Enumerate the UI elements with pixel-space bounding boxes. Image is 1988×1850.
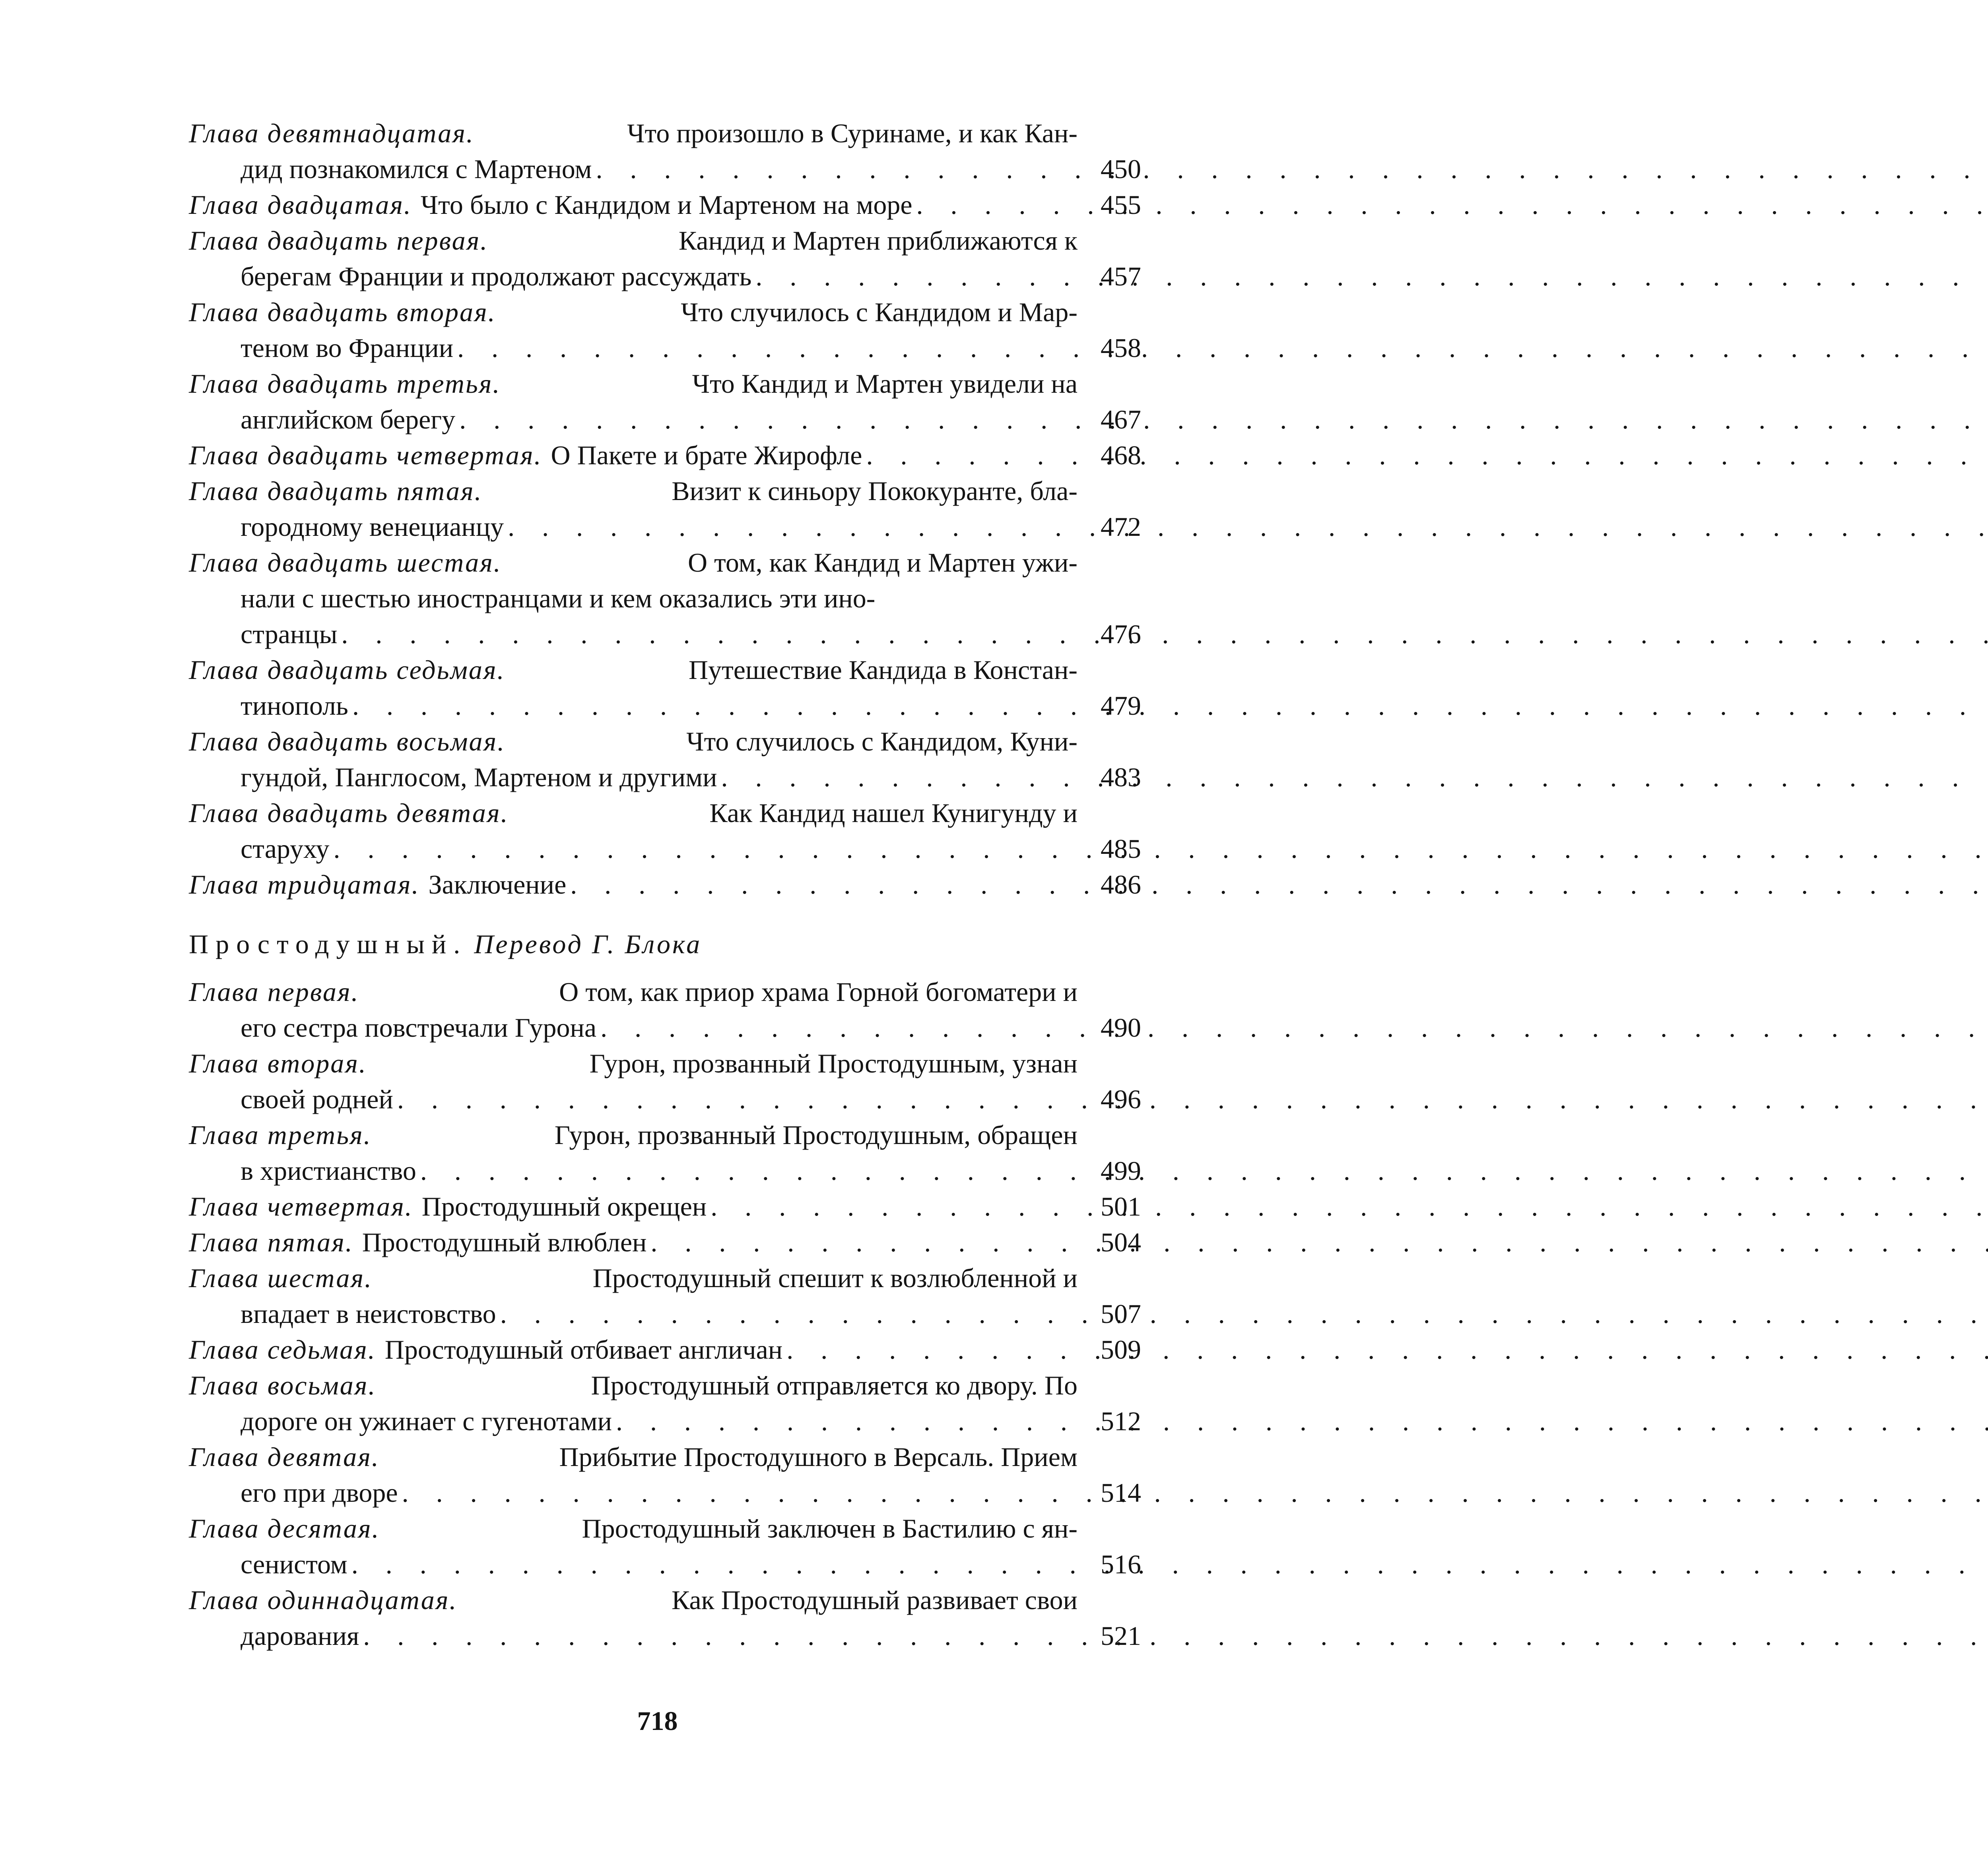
chapter-label: Глава первая. — [189, 977, 359, 1007]
chapter-title-text: Простодушный спешит к возлюбленной и — [592, 1263, 1077, 1293]
dot-leader — [363, 1618, 1074, 1654]
chapter-title-text: своей родней — [241, 1084, 393, 1114]
dot-leader — [570, 867, 1074, 902]
page-ref: 485 — [1101, 834, 1141, 864]
toc-entry — [189, 867, 1141, 902]
toc-part-candide — [189, 115, 1141, 902]
chapter-title-text: дид познакомился с Мартеном — [241, 154, 592, 184]
toc-entry — [189, 1260, 1141, 1332]
page-ref: 450 — [1101, 154, 1141, 184]
chapter-title-text: английском берегу — [241, 404, 456, 434]
chapter-label: Глава шестая. — [189, 1263, 373, 1293]
chapter-label: Глава девятнадцатая. — [189, 118, 474, 148]
chapter-label: Глава двадцать пятая. — [189, 476, 483, 506]
dot-leader — [600, 1010, 1074, 1045]
toc-entry-line — [189, 652, 1141, 688]
toc-entry — [189, 545, 1141, 652]
chapter-title-text: Кандид и Мартен приближаются к — [678, 225, 1077, 256]
toc-entry-line — [189, 473, 1141, 509]
chapter-label: Глава тридцатая. — [189, 869, 420, 900]
page-ref: 479 — [1101, 690, 1141, 721]
toc-entry — [189, 795, 1141, 867]
toc-entry — [189, 473, 1141, 545]
toc-entry-line — [189, 688, 1141, 723]
chapter-label: Глава восьмая. — [189, 1370, 377, 1400]
toc-entry-line — [189, 974, 1141, 1010]
dot-leader — [351, 1546, 1074, 1582]
toc-entry-line — [189, 723, 1141, 759]
chapter-label: Глава двадцать восьмая. — [189, 726, 506, 756]
toc-entry-line — [189, 1296, 1141, 1332]
toc-entry-line — [189, 867, 1141, 902]
page-ref: 516 — [1101, 1549, 1141, 1579]
toc-entry-line — [189, 1618, 1141, 1654]
section-heading — [189, 926, 1141, 962]
dot-leader — [397, 1081, 1074, 1117]
toc-entry-line — [189, 1189, 1141, 1224]
chapter-title-text: Что было с Кандидом и Мартеном на море — [420, 190, 912, 220]
dot-leader — [616, 1403, 1074, 1439]
dot-leader — [333, 831, 1074, 867]
toc-entry-line — [189, 1045, 1141, 1081]
chapter-title-text: Простодушный окрещен — [421, 1191, 707, 1222]
page-ref: 476 — [1101, 619, 1141, 649]
toc-entry — [189, 1117, 1141, 1189]
section-subtitle: Перевод Г. Блока — [474, 929, 702, 959]
toc-entry-line — [189, 1010, 1141, 1045]
toc-entry — [189, 1367, 1141, 1439]
chapter-label: Глава одиннадцатая. — [189, 1585, 458, 1615]
chapter-label: Глава девятая. — [189, 1442, 380, 1472]
chapter-label: Глава двадцать шестая. — [189, 547, 502, 578]
toc-entry-line — [189, 187, 1141, 223]
dot-leader — [352, 688, 1074, 723]
dot-leader — [916, 187, 1074, 223]
toc-entry — [189, 437, 1141, 473]
toc-entry-line — [189, 1081, 1141, 1117]
page-ref: 501 — [1101, 1191, 1141, 1222]
chapter-title-text: Что произошло в Суринаме, и как Кан- — [627, 118, 1077, 148]
chapter-title-text: Путешествие Кандида в Констан- — [688, 655, 1077, 685]
chapter-title-text: Прибытие Простодушного в Версаль. Прием — [559, 1442, 1077, 1472]
dot-leader — [402, 1475, 1074, 1511]
toc-entry-line — [189, 616, 1141, 652]
page-ref: 486 — [1101, 869, 1141, 900]
page-ref: 504 — [1101, 1227, 1141, 1257]
section-title: Простодушный. — [189, 929, 468, 959]
chapter-label: Глава десятая. — [189, 1513, 380, 1544]
dot-leader — [459, 401, 1074, 437]
chapter-title-text: Гурон, прозванный Простодушным, обращен — [554, 1120, 1077, 1150]
chapter-title-text: Заключение — [428, 869, 567, 900]
toc-entry-line — [189, 1439, 1141, 1475]
toc-entry-line — [189, 1403, 1141, 1439]
toc-entry-line — [189, 1153, 1141, 1189]
toc-entry-line — [189, 1117, 1141, 1153]
chapter-label: Глава двадцать вторая. — [189, 297, 496, 327]
toc-entry-line — [189, 1260, 1141, 1296]
page-number: 718 — [637, 1706, 678, 1736]
chapter-title-text: Простодушный отправляется ко двору. По — [591, 1370, 1077, 1400]
toc-page — [189, 115, 1141, 1654]
toc-entry-line — [189, 1546, 1141, 1582]
toc-entry — [189, 723, 1141, 795]
chapter-title-text: сенистом — [241, 1549, 348, 1579]
toc-entry-line — [189, 366, 1141, 401]
chapter-title-text: странцы — [241, 619, 338, 649]
toc-entry-line — [189, 795, 1141, 831]
toc-entry — [189, 1439, 1141, 1511]
dot-leader — [721, 759, 1074, 795]
chapter-title-text: Простодушный влюблен — [362, 1227, 647, 1257]
toc-entry-line — [189, 1475, 1141, 1511]
page-ref: 512 — [1101, 1406, 1141, 1436]
dot-leader — [786, 1332, 1074, 1367]
chapter-label: Глава двадцать девятая. — [189, 798, 509, 828]
chapter-title-text: нали с шестью иностранцами и кем оказались эти ино- — [241, 583, 876, 613]
toc-entry-line — [189, 223, 1141, 258]
chapter-title-text: впадает в неистовство — [241, 1299, 496, 1329]
chapter-title-text: теном во Франции — [241, 333, 454, 363]
chapter-title-text: дарования — [241, 1621, 359, 1651]
chapter-title-text: Как Простодушный развивает свои — [672, 1585, 1077, 1615]
toc-entry — [189, 1332, 1141, 1367]
toc-part-ingenu — [189, 974, 1141, 1654]
page-ref: 509 — [1101, 1334, 1141, 1365]
dot-leader — [711, 1189, 1074, 1224]
chapter-title-text: О том, как приор храма Горной богоматери и — [559, 977, 1077, 1007]
chapter-title-text: О Пакете и брате Жирофле — [551, 440, 862, 470]
page-ref: 472 — [1101, 512, 1141, 542]
toc-entry-line — [189, 1511, 1141, 1546]
chapter-label: Глава двадцать седьмая. — [189, 655, 505, 685]
dot-leader — [650, 1224, 1074, 1260]
toc-entry-line — [189, 1367, 1141, 1403]
dot-leader — [420, 1153, 1074, 1189]
chapter-label: Глава вторая. — [189, 1048, 367, 1078]
toc-entry-line — [189, 1224, 1141, 1260]
dot-leader — [596, 151, 1074, 187]
chapter-title-text: дороге он ужинает с гугенотами — [241, 1406, 612, 1436]
toc-entry-line — [189, 1582, 1141, 1618]
chapter-label: Глава седьмая. — [189, 1334, 376, 1365]
chapter-title-text: Простодушный заключен в Бастилию с ян- — [582, 1513, 1077, 1544]
toc-entry-line — [189, 437, 1141, 473]
toc-entry — [189, 366, 1141, 437]
page-ref: 455 — [1101, 190, 1141, 220]
toc-entry — [189, 1582, 1141, 1654]
page-ref: 496 — [1101, 1084, 1141, 1114]
toc-entry-line — [189, 330, 1141, 366]
page-ref: 507 — [1101, 1299, 1141, 1329]
toc-entry — [189, 1511, 1141, 1582]
toc-entry — [189, 974, 1141, 1045]
chapter-title-text: гундой, Панглосом, Мартеном и другими — [241, 762, 717, 792]
dot-leader — [866, 437, 1074, 473]
chapter-title-text: его сестра повстречали Гурона — [241, 1012, 597, 1043]
toc-entry-line — [189, 831, 1141, 867]
chapter-label: Глава третья. — [189, 1120, 372, 1150]
chapter-title-text: его при дворе — [241, 1478, 398, 1508]
toc-entry-line — [189, 294, 1141, 330]
toc-entry — [189, 223, 1141, 294]
toc-entry-line — [189, 151, 1141, 187]
chapter-title-text: берегам Франции и продолжают рассуждать — [241, 261, 752, 291]
chapter-title-text: в христианство — [241, 1156, 416, 1186]
toc-entry-line — [189, 759, 1141, 795]
chapter-label: Глава двадцать четвертая. — [189, 440, 542, 470]
toc-entry — [189, 187, 1141, 223]
chapter-label: Глава двадцать третья. — [189, 368, 501, 399]
toc-entry — [189, 1045, 1141, 1117]
toc-entry — [189, 1189, 1141, 1224]
dot-leader — [755, 258, 1074, 294]
chapter-title-text: старуху — [241, 834, 330, 864]
toc-entry-line — [189, 545, 1141, 580]
toc-entry — [189, 652, 1141, 723]
toc-entry-line — [189, 401, 1141, 437]
toc-entry — [189, 1224, 1141, 1260]
toc-entry — [189, 115, 1141, 187]
chapter-label: Глава двадцать первая. — [189, 225, 489, 256]
chapter-title-text: Как Кандид нашел Кунигунду и — [709, 798, 1077, 828]
dot-leader — [457, 330, 1074, 366]
chapter-title-text: Что случилось с Кандидом, Куни- — [686, 726, 1077, 756]
toc-entry-line — [189, 258, 1141, 294]
chapter-title-text: Простодушный отбивает англичан — [384, 1334, 783, 1365]
toc-entry-line — [189, 115, 1141, 151]
chapter-title-text: О том, как Кандид и Мартен ужи- — [687, 547, 1077, 578]
page-ref: 483 — [1101, 762, 1141, 792]
page-ref: 499 — [1101, 1156, 1141, 1186]
chapter-title-text: Гурон, прозванный Простодушным, узнан — [589, 1048, 1077, 1078]
dot-leader — [500, 1296, 1074, 1332]
page-ref: 458 — [1101, 333, 1141, 363]
toc-entry-line — [189, 580, 1141, 616]
toc-entry-line — [189, 1332, 1141, 1367]
chapter-title-text: Что случилось с Кандидом и Мар- — [681, 297, 1077, 327]
toc-entry — [189, 294, 1141, 366]
page-ref: 521 — [1101, 1621, 1141, 1651]
page-ref: 468 — [1101, 440, 1141, 470]
chapter-label: Глава четвертая. — [189, 1191, 413, 1222]
page-ref: 490 — [1101, 1012, 1141, 1043]
dot-leader — [341, 616, 1074, 652]
chapter-title-text: городному венецианцу — [241, 512, 504, 542]
page-ref: 467 — [1101, 404, 1141, 434]
page-ref: 514 — [1101, 1478, 1141, 1508]
toc-entry-line — [189, 509, 1141, 545]
chapter-title-text: Визит к синьору Пококуранте, бла- — [672, 476, 1077, 506]
chapter-label: Глава пятая. — [189, 1227, 353, 1257]
page-ref: 457 — [1101, 261, 1141, 291]
chapter-label: Глава двадцатая. — [189, 190, 412, 220]
chapter-title-text: Что Кандид и Мартен увидели на — [692, 368, 1077, 399]
dot-leader — [508, 509, 1074, 545]
chapter-title-text: тинополь — [241, 690, 348, 721]
